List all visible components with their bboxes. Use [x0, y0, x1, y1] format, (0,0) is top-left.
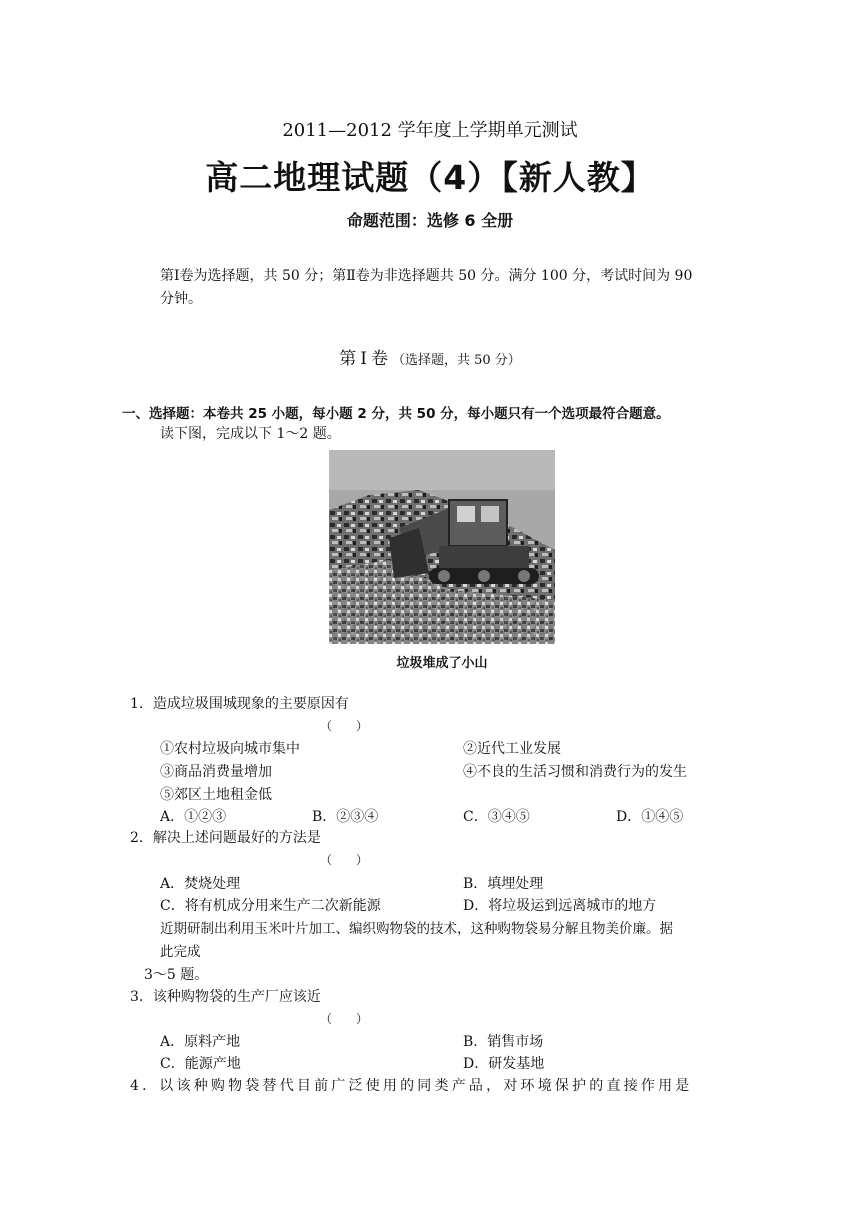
q1-item-4: ④不良的生活习惯和消费行为的发生: [463, 764, 687, 780]
section-1-note: （选择题，共 50 分）: [391, 353, 521, 368]
passage-line-2: 此完成: [160, 944, 201, 960]
q2-option-d: D．将垃圾运到远离城市的地方: [463, 898, 657, 914]
q3-option-d: D．研发基地: [463, 1056, 545, 1072]
q1-stem: 1．造成垃圾围城现象的主要原因有: [130, 696, 349, 712]
section-1-label: 第Ⅰ卷: [339, 349, 392, 369]
q3-option-a: A．原料产地: [160, 1034, 241, 1050]
exam-title: 高二地理试题（4）【新人教】: [205, 158, 655, 197]
q3-answer-paren: （ ）: [320, 1012, 369, 1026]
figure-caption: 垃圾堆成了小山: [396, 656, 488, 671]
intro-line-1: 第Ⅰ卷为选择题，共 50 分；第Ⅱ卷为非选择题共 50 分。满分 100 分，考试时间为 90: [160, 268, 693, 284]
garbage-landfill-photo: [329, 450, 555, 644]
passage-line-1: 近期研制出利用玉米叶片加工、编织购物袋的技术，这种购物袋易分解且物美价廉。据: [160, 921, 673, 937]
bulldozer-on-garbage-illustration: [329, 450, 555, 644]
q1-option-a: A．①②③: [160, 809, 227, 825]
q2-option-c: C．将有机成分用来生产二次新能源: [160, 898, 381, 914]
part-1-lead: 读下图，完成以下 1～2 题。: [160, 426, 341, 442]
part-1-heading: 一、选择题：本卷共 25 小题，每小题 2 分，共 50 分，每小题只有一个选项最符合题意。: [122, 406, 670, 422]
intro-line-2: 分钟。: [160, 291, 202, 307]
q1-option-c: C．③④⑤: [463, 809, 530, 825]
q3-option-b: B．销售市场: [463, 1034, 544, 1050]
q2-option-a: A．焚烧处理: [160, 876, 241, 892]
q3-stem: 3．该种购物袋的生产厂应该近: [130, 989, 321, 1005]
q2-answer-paren: （ ）: [320, 853, 369, 867]
passage-line-3: 3～5 题。: [144, 967, 209, 983]
q1-item-2: ②近代工业发展: [463, 741, 561, 757]
q3-option-c: C．能源产地: [160, 1056, 241, 1072]
q1-item-5: ⑤郊区土地租金低: [160, 787, 272, 803]
q4-stem: 4．以该种购物袋替代目前广泛使用的同类产品，对环境保护的直接作用是: [130, 1078, 693, 1094]
q1-answer-paren: （ ）: [320, 719, 369, 733]
exam-series-line: 2011—2012 学年度上学期单元测试: [282, 120, 578, 141]
q2-option-b: B．填埋处理: [463, 876, 544, 892]
q1-option-d: D．①④⑤: [616, 809, 684, 825]
exam-scope: 命题范围：选修 6 全册: [346, 211, 514, 230]
q2-stem: 2．解决上述问题最好的方法是: [130, 830, 321, 846]
q1-option-b: B．②③④: [312, 809, 379, 825]
section-1-title: [0, 344, 860, 369]
q1-item-1: ①农村垃圾向城市集中: [160, 741, 300, 757]
q1-item-3: ③商品消费量增加: [160, 764, 272, 780]
